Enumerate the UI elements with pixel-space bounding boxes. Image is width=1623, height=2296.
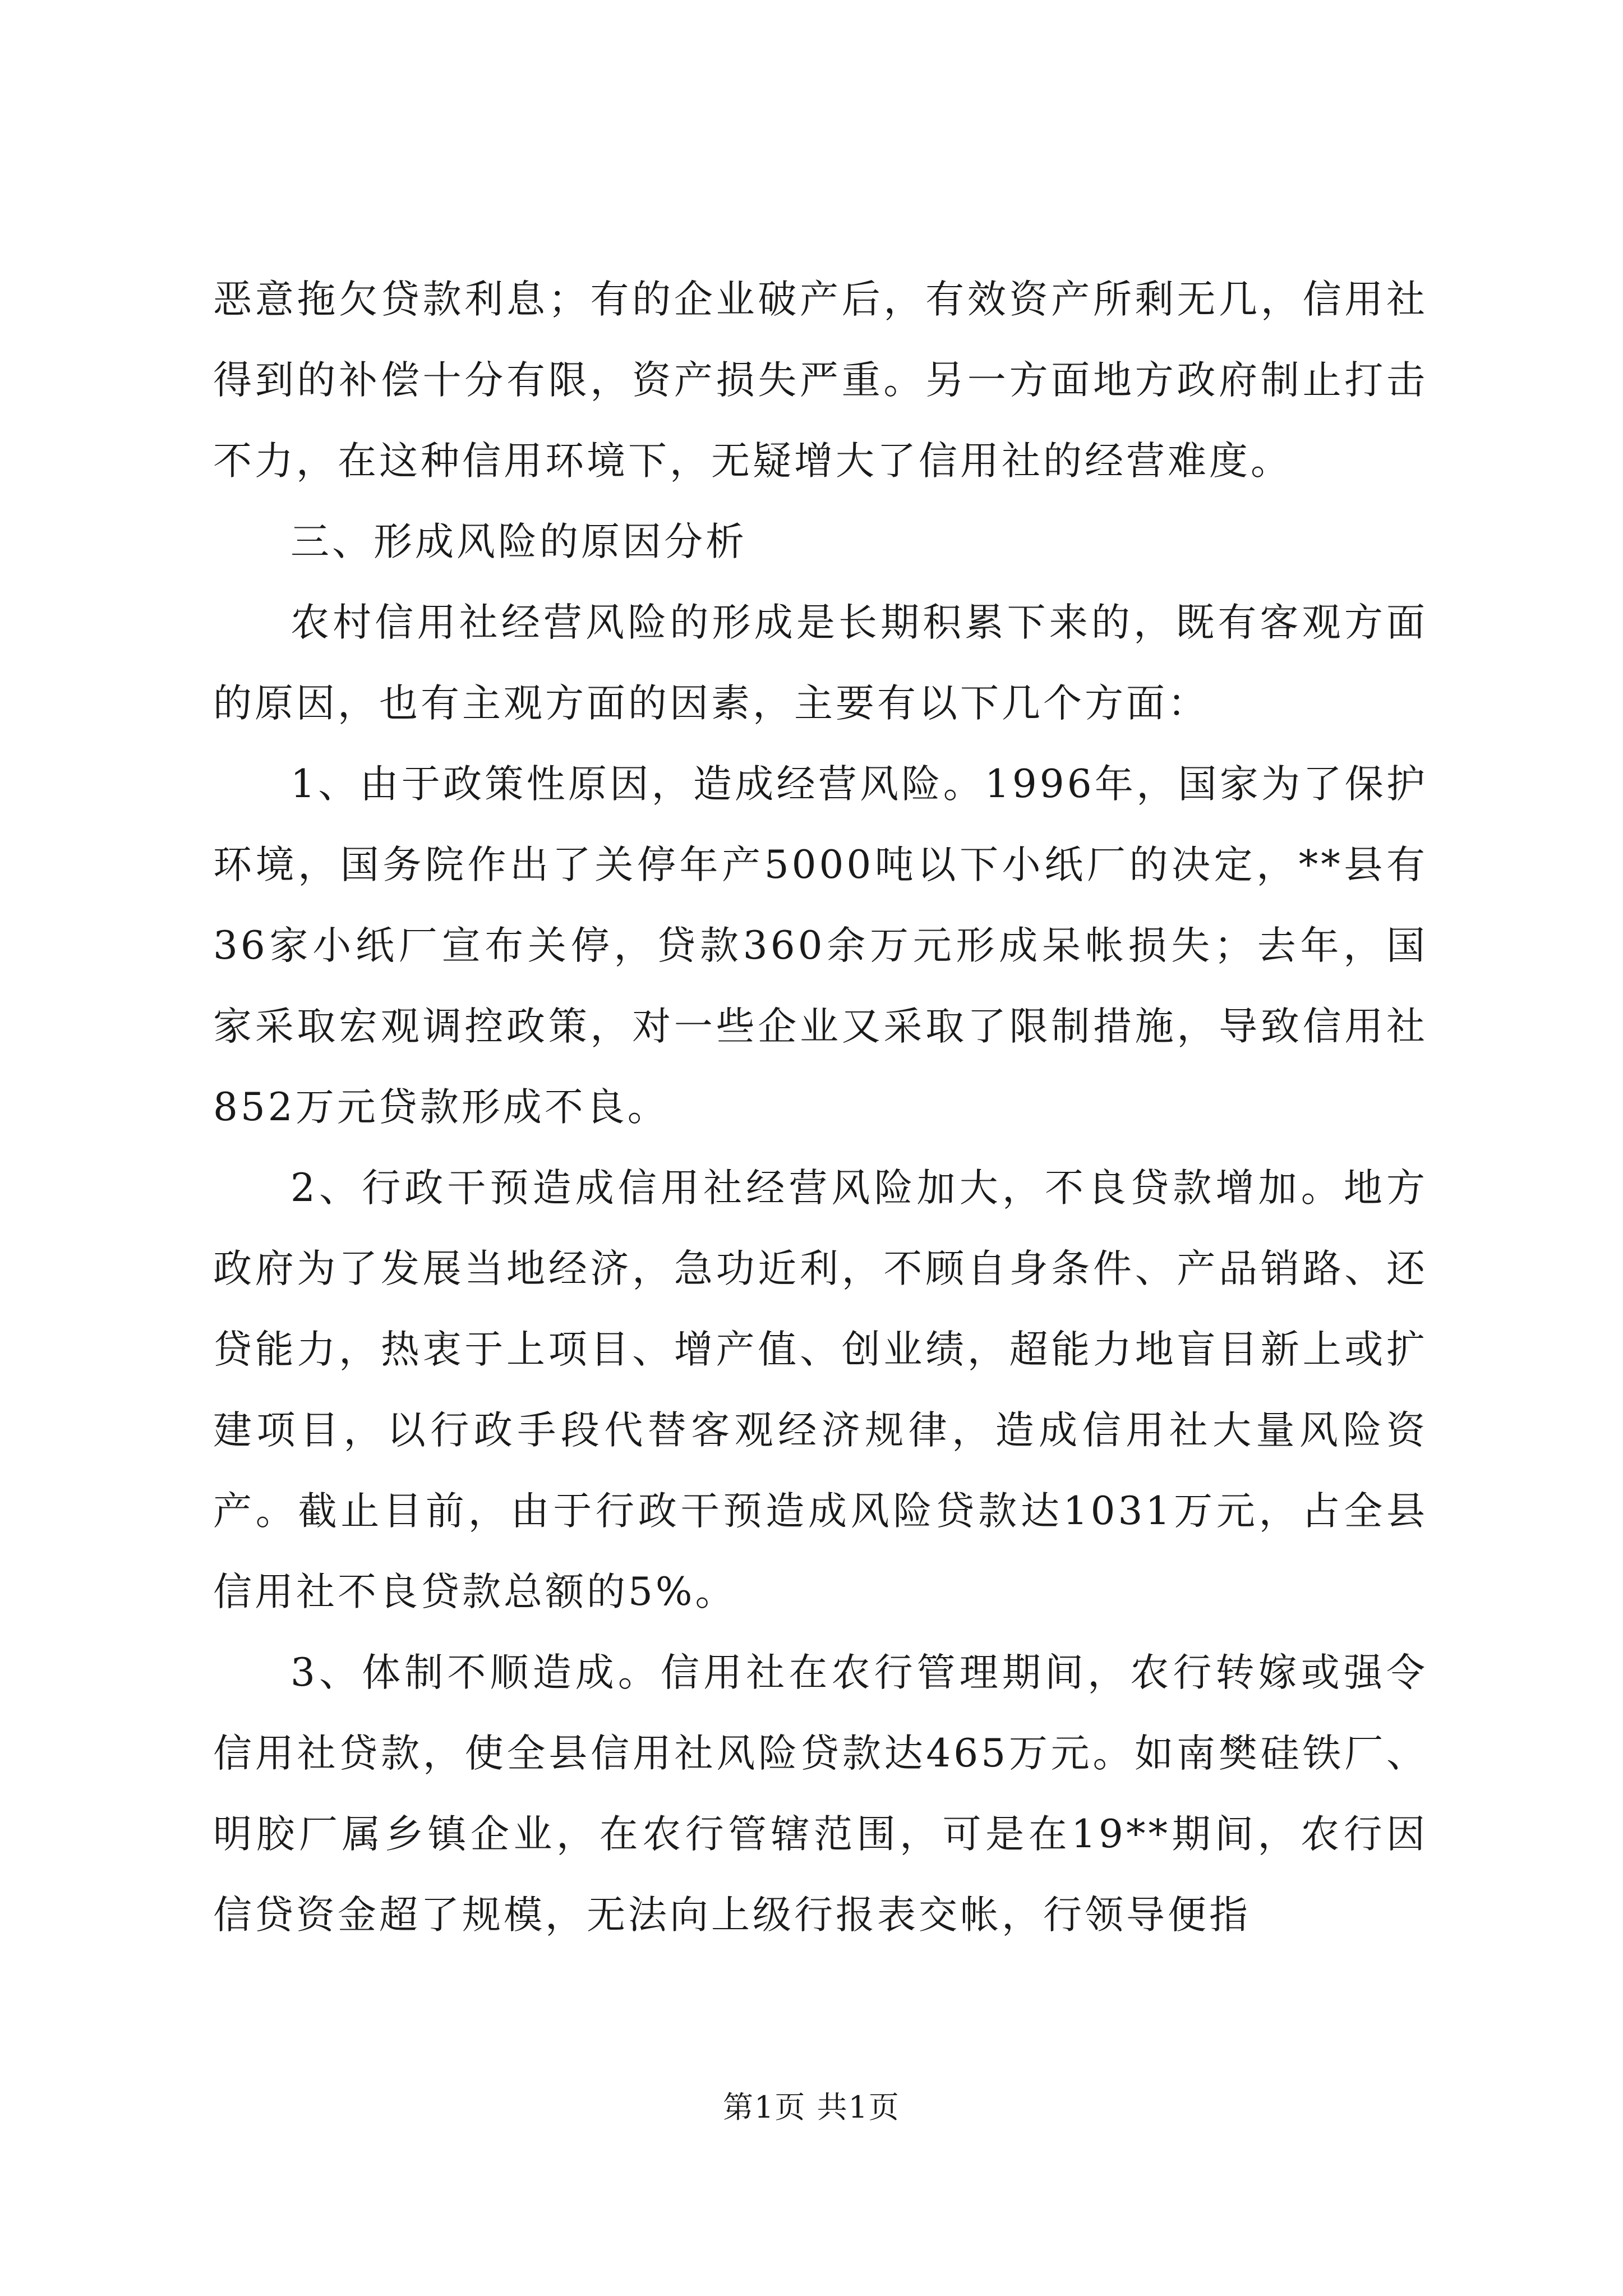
paragraph-item-1: 1、由于政策性原因，造成经营风险。1996年，国家为了保护环境，国务院作出了关停年产5000吨以下小纸厂的决定，**县有36家小纸厂宣布关停，贷款360余万元形成呆帐损失；去年，国家采取宏观调控政策，对一些企业又采取了限制措施，导致信用社852万元贷款形成不良。 xyxy=(213,762,1428,1130)
paragraph-intro: 农村信用社经营风险的形成是长期积累下来的，既有客观方面的原因，也有主观方面的因素，主要有以下几个方面： xyxy=(213,600,1428,726)
paragraph-item-3: 3、体制不顺造成。信用社在农行管理期间，农行转嫁或强令信用社贷款，使全县信用社风险贷款达465万元。如南樊硅铁厂、明胶厂属乡镇企业，在农行管辖范围，可是在19**期间，农行因信贷资金超了规模，无法向上级行报表交帐，行领导便指 xyxy=(213,1650,1428,1938)
document-body xyxy=(213,259,1428,1955)
paragraph-item-2: 2、行政干预造成信用社经营风险加大，不良贷款增加。地方政府为了发展当地经济，急功近利，不顾自身条件、产品销路、还贷能力，热衷于上项目、增产值、创业绩，超能力地盲目新上或扩建项目，以行政手段代替客观经济规律，造成信用社大量风险资产。截止目前，由于行政干预造成风险贷款达1031万元，占全县信用社不良贷款总额的5%。 xyxy=(213,1166,1428,1614)
section-heading: 三、形成风险的原因分析 xyxy=(291,519,747,564)
paragraph-continuation: 恶意拖欠贷款利息；有的企业破产后，有效资产所剩无几，信用社得到的补偿十分有限，资产损失严重。另一方面地方政府制止打击不力，在这种信用环境下，无疑增大了信用社的经营难度。 xyxy=(213,277,1428,484)
page-footer: 第1页 共1页 xyxy=(723,2090,900,2125)
